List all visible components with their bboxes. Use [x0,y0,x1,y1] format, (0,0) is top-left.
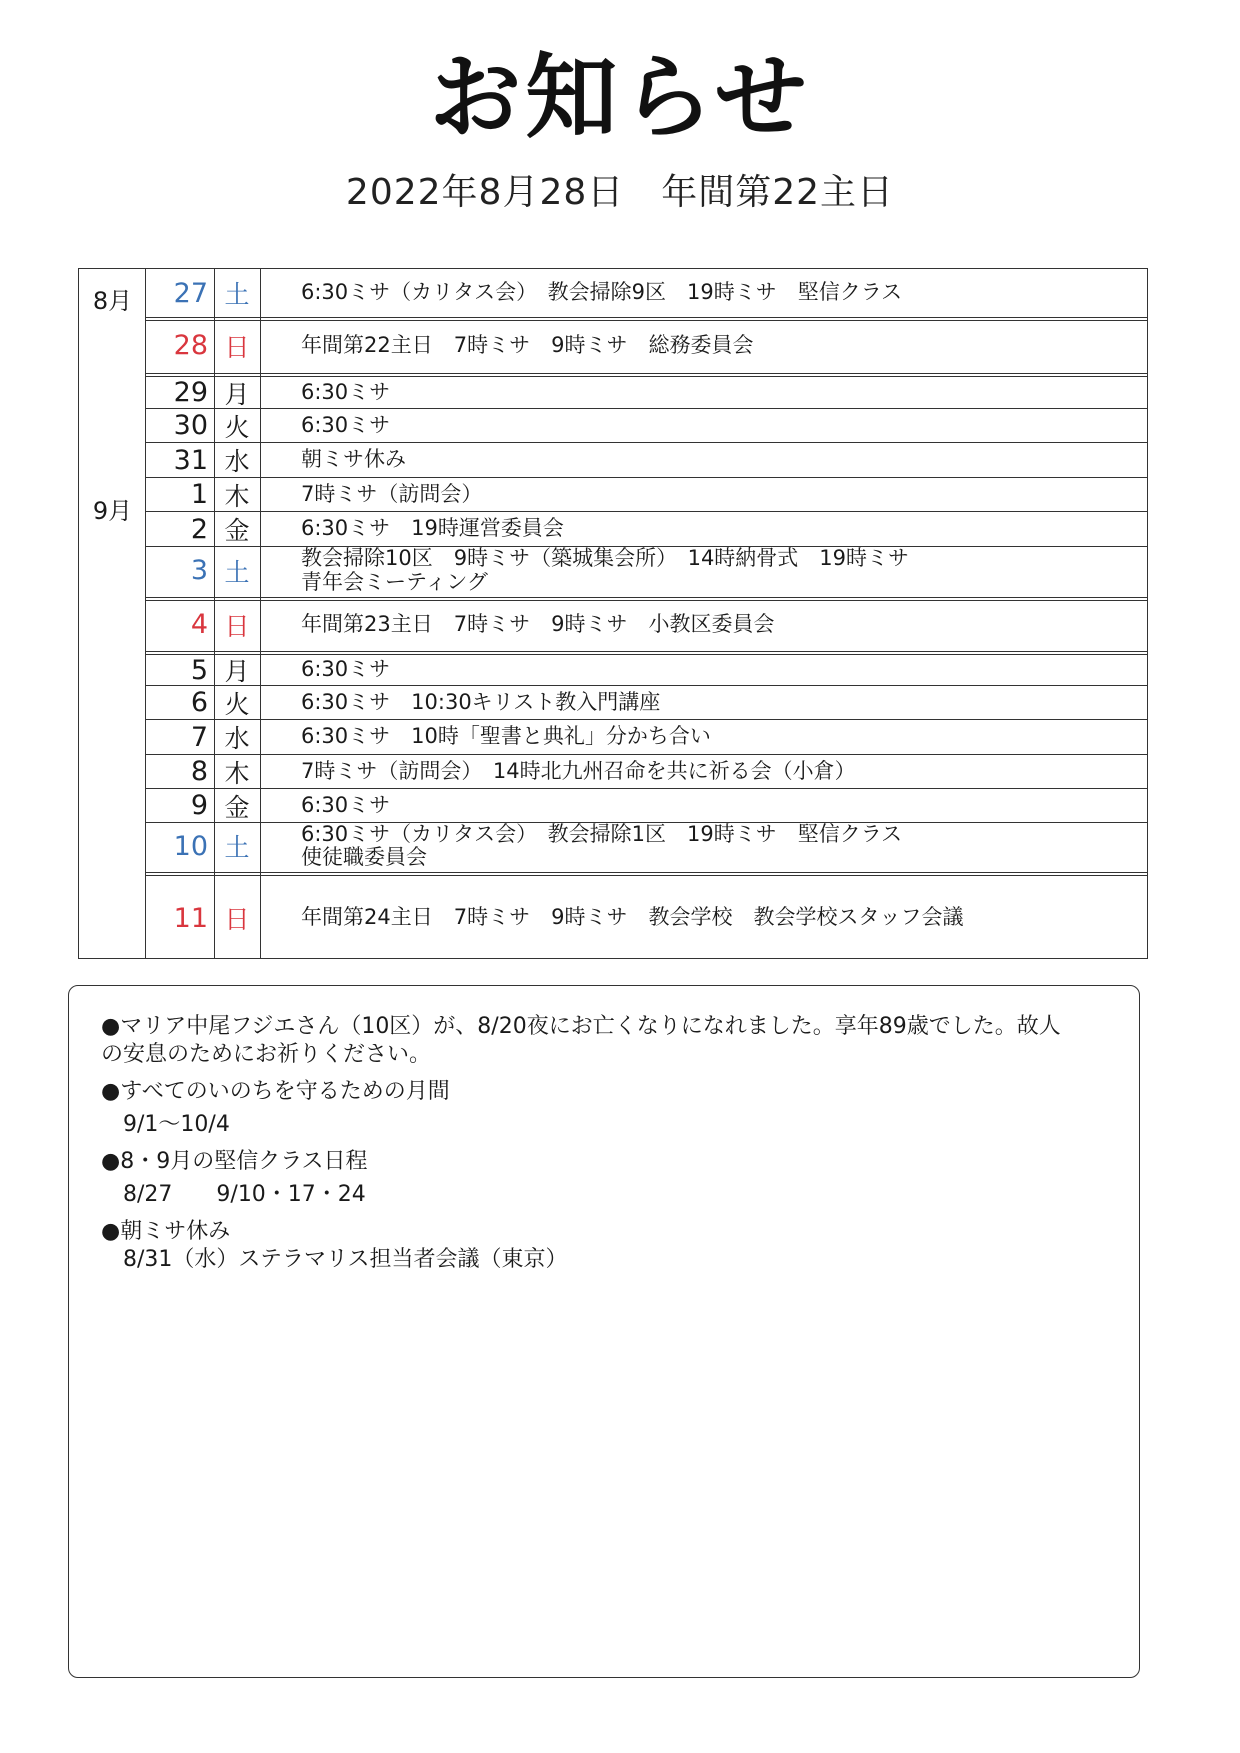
notice-line: 9/1～10/4 [123,1112,230,1137]
events-cell [301,755,1139,788]
event-text: 7時ミサ（訪問会） 14時北九州召命を共に祈る会（小倉） [301,758,856,783]
schedule-row [146,373,1147,408]
day-number: 9 [190,790,208,821]
schedule-row [146,546,1147,594]
schedule-row [146,872,1147,960]
schedule-row [146,788,1147,822]
notice-line: 8/27 9/10・17・24 [123,1182,366,1207]
weekday-label: 日 [224,905,250,934]
month-label-sep: 9月 [92,497,133,525]
day-number: 10 [173,830,208,862]
events-cell [301,720,1139,754]
notices-box [68,985,1140,1678]
events-cell [301,876,1139,960]
schedule-row [146,511,1147,546]
day-number: 2 [190,513,208,545]
event-text: 年間第23主日 7時ミサ 9時ミサ 小教区委員会 [301,611,775,636]
schedule-row [146,719,1147,754]
day-number: 28 [173,330,208,361]
events-cell [301,443,1139,477]
weekday-label: 土 [224,557,250,587]
schedule-row [146,754,1147,788]
weekday-label: 日 [224,611,250,641]
weekday-label: 土 [224,280,250,309]
events-cell [301,686,1139,719]
events-cell [301,789,1139,822]
schedule-row [146,477,1147,511]
weekday-label: 水 [224,447,250,476]
day-number: 30 [173,410,208,441]
day-number: 27 [173,277,208,309]
notice-line: 8/31（水）ステラマリス担当者会議（東京） [123,1247,568,1272]
weekday-label: 木 [224,481,250,511]
notice-line: の安息のためにお祈りください。 [101,1042,432,1067]
schedule-table [78,268,1148,959]
event-text: 7時ミサ（訪問会） [301,481,483,506]
notice-heading: ●すべてのいのちを守るための月間 [101,1079,450,1104]
page-subtitle: 2022年8月28日 年間第22主日 [345,172,895,213]
events-cell [301,321,1139,370]
weekday-label: 火 [224,689,250,719]
event-text: 教会掃除10区 9時ミサ（築城集会所） 14時納骨式 19時ミサ [301,546,910,571]
schedule-row [146,442,1147,477]
day-number: 31 [173,444,208,476]
weekday-label: 日 [224,332,250,362]
schedule-row [146,597,1147,648]
event-text: 年間第24主日 7時ミサ 9時ミサ 教会学校 教会学校スタッフ会議 [301,905,964,930]
events-cell [301,601,1139,648]
event-text: 朝ミサ休み [301,447,406,472]
day-number: 7 [190,721,208,753]
schedule-row [146,317,1147,370]
weekday-label: 火 [224,412,250,442]
event-text: 6:30ミサ [301,792,391,817]
schedule-row [146,685,1147,719]
event-text: 6:30ミサ（カリタス会） 教会掃除1区 19時ミサ 堅信クラス [301,821,903,846]
day-number: 3 [190,555,208,586]
weekday-label: 水 [224,724,250,753]
day-number: 1 [190,479,208,510]
weekday-label: 土 [224,833,250,862]
event-text: 青年会ミーティング [301,569,488,594]
events-cell [301,377,1139,408]
events-cell [301,655,1139,685]
weekday-label: 月 [224,379,250,409]
notice-line: ●マリア中尾フジエさん（10区）が、8/20夜にお亡くなりになれました。享年89歳でした。故人 [101,1014,1061,1039]
notice-heading: ●朝ミサ休み [101,1219,231,1244]
event-text: 6:30ミサ（カリタス会） 教会掃除9区 19時ミサ 堅信クラス [301,280,903,305]
event-text: 6:30ミサ 19時運営委員会 [301,516,564,541]
schedule-row [146,408,1147,442]
weekday-label: 月 [224,657,250,686]
schedule-row [146,269,1147,317]
page-title: お知らせ [429,44,811,151]
day-number: 11 [173,902,208,934]
schedule-row [146,822,1147,869]
events-cell [301,269,1139,317]
event-text: 6:30ミサ [301,657,391,682]
event-text: 年間第22主日 7時ミサ 9時ミサ 総務委員会 [301,332,754,357]
notice-heading: ●8・9月の堅信クラス日程 [101,1149,368,1174]
events-cell [301,823,1139,869]
events-cell [301,512,1139,546]
event-text: 6:30ミサ [301,379,391,404]
day-number: 5 [190,654,208,686]
month-label-aug: 8月 [92,287,133,315]
events-cell [301,409,1139,442]
events-cell [301,547,1139,594]
day-number: 6 [190,687,208,718]
weekday-label: 金 [224,516,250,545]
event-text: 6:30ミサ [301,412,391,437]
schedule-row [146,651,1147,685]
day-number: 4 [190,609,208,640]
weekday-label: 木 [224,758,250,788]
day-number: 8 [190,756,208,787]
event-text: 使徒職委員会 [301,845,427,869]
event-text: 6:30ミサ 10時「聖書と典礼」分かち合い [301,724,711,749]
day-number: 29 [173,377,208,408]
events-cell [301,478,1139,511]
event-text: 6:30ミサ 10:30キリスト教入門講座 [301,689,661,714]
weekday-label: 金 [224,792,250,822]
